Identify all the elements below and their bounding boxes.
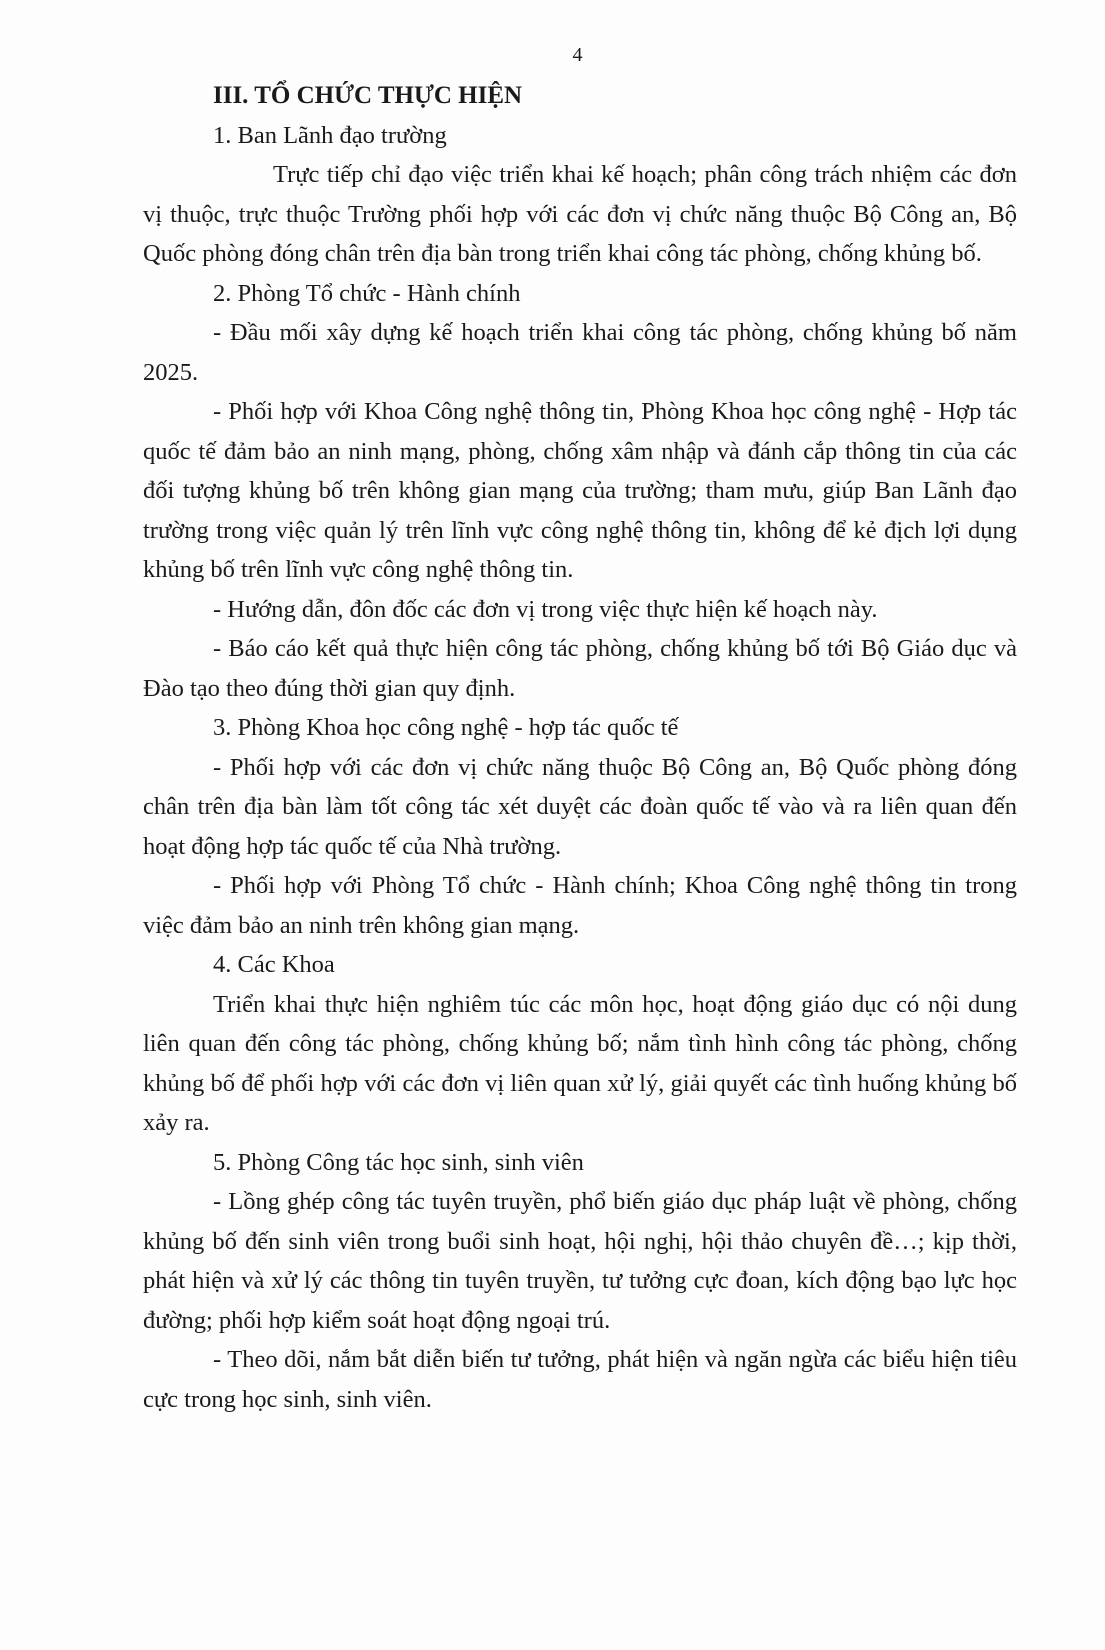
paragraph: - Phối hợp với Khoa Công nghệ thông tin, Phòng Khoa học công nghệ - Hợp tác quốc tế đảm bảo an ninh mạng, phòng, chống xâm nhập và đánh cắp thông tin của các đối tượng khủng bố trên không gian mạng của trường; tham mưu, giúp Ban Lãnh đạo trường trong việc quản lý trên lĩnh vực công nghệ thông tin, không để kẻ địch lợi dụng khủng bố trên lĩnh vực công nghệ thông tin. (143, 398, 1017, 583)
section-title: III. TỔ CHỨC THỰC HIỆN (213, 82, 523, 109)
paragraph: Trực tiếp chỉ đạo việc triển khai kế hoạch; phân công trách nhiệm các đơn vị thuộc, trực thuộc Trường phối hợp với các đơn vị chức năng thuộc Bộ Công an, Bộ Quốc phòng đóng chân trên địa bàn trong triển khai công tác phòng, chống khủng bố. (143, 161, 1017, 267)
paragraph: Triển khai thực hiện nghiêm túc các môn học, hoạt động giáo dục có nội dung liên quan đến công tác phòng, chống khủng bố; nắm tình hình công tác phòng, chống khủng bố để phối hợp với các đơn vị liên quan xử lý, giải quyết các tình huống khủng bố xảy ra. (143, 990, 1017, 1136)
subsection-heading: 2. Phòng Tổ chức - Hành chính (213, 279, 521, 307)
paragraph: - Phối hợp với các đơn vị chức năng thuộc Bộ Công an, Bộ Quốc phòng đóng chân trên địa bàn làm tốt công tác xét duyệt các đoàn quốc tế vào và ra liên quan đến hoạt động hợp tác quốc tế của Nhà trường. (143, 753, 1017, 860)
subsection-heading: 4. Các Khoa (213, 951, 335, 978)
paragraph: - Hướng dẫn, đôn đốc các đơn vị trong việc thực hiện kế hoạch này. (213, 595, 878, 623)
document-body (143, 76, 1017, 1419)
subsection-heading: 5. Phòng Công tác học sinh, sinh viên (213, 1148, 584, 1176)
paragraph: - Phối hợp với Phòng Tổ chức - Hành chính; Khoa Công nghệ thông tin trong việc đảm bảo an ninh trên không gian mạng. (143, 872, 1017, 939)
subsection-heading: 1. Ban Lãnh đạo trường (213, 121, 447, 149)
subsection-heading: 3. Phòng Khoa học công nghệ - hợp tác quốc tế (213, 714, 679, 741)
paragraph: - Đầu mối xây dựng kế hoạch triển khai công tác phòng, chống khủng bố năm 2025. (143, 319, 1017, 386)
paragraph: - Theo dõi, nắm bắt diễn biến tư tưởng, phát hiện và ngăn ngừa các biểu hiện tiêu cực trong học sinh, sinh viên. (143, 1346, 1017, 1413)
paragraph: - Báo cáo kết quả thực hiện công tác phòng, chống khủng bố tới Bộ Giáo dục và Đào tạo theo đúng thời gian quy định. (143, 635, 1017, 702)
page-number: 4 (572, 44, 583, 66)
paragraph: - Lồng ghép công tác tuyên truyền, phổ biến giáo dục pháp luật về phòng, chống khủng bố đến sinh viên trong buổi sinh hoạt, hội nghị, hội thảo chuyên đề…; kịp thời, phát hiện và xử lý các thông tin tuyên truyền, tư tưởng cực đoan, kích động bạo lực học đường; phối hợp kiểm soát hoạt động ngoại trú. (143, 1188, 1017, 1334)
